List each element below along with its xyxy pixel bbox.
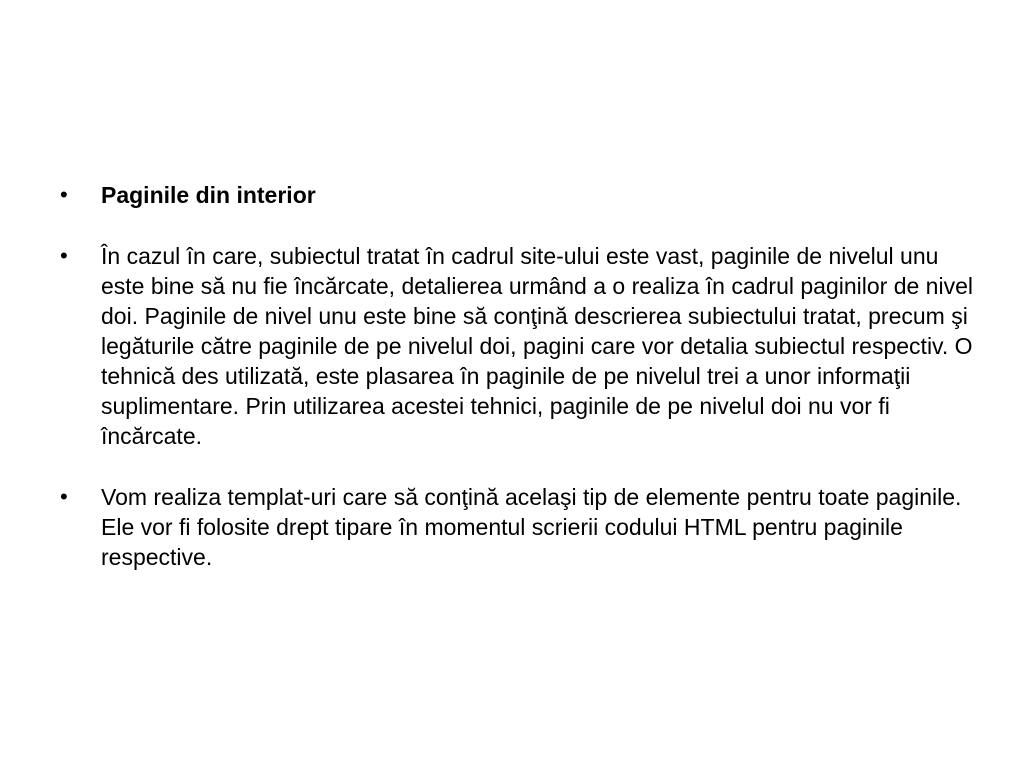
bullet-marker: • (60, 484, 68, 509)
bullet-paragraph-text: Vom realiza templat-uri care să conţină acelaşi tip de elemente pentru toate paginile. Ele vor fi folosite drept tipare în momentul scrierii codului HTML pentru paginile respective. (101, 484, 962, 570)
bullet-list (60, 180, 980, 603)
bullet-item-paragraph-2 (60, 482, 980, 572)
bullet-paragraph-text: În cazul în care, subiectul tratat în cadrul site-ului este vast, paginile de nivelul unu este bine să nu fie încărcate, detalierea urmând a o realiza în cadrul paginilor de nivel doi. Paginile de nivel unu este bine să conţină descrierea subiectului tratat, precum şi legăturile către paginile de pe nivelul doi, pagini care vor detalia subiectul respectiv. O tehnică des utilizată, este plasarea în paginile de pe nivelul trei a unor informaţii suplimentare. Prin utilizarea acestei tehnici, paginile de pe nivelul doi nu vor fi încărcate. (101, 243, 973, 449)
bullet-marker: • (60, 243, 68, 268)
bullet-marker: • (60, 182, 68, 207)
bullet-item-heading (60, 180, 980, 210)
bullet-item-paragraph-1 (60, 241, 980, 451)
bullet-heading-text: Paginile din interior (101, 182, 316, 208)
